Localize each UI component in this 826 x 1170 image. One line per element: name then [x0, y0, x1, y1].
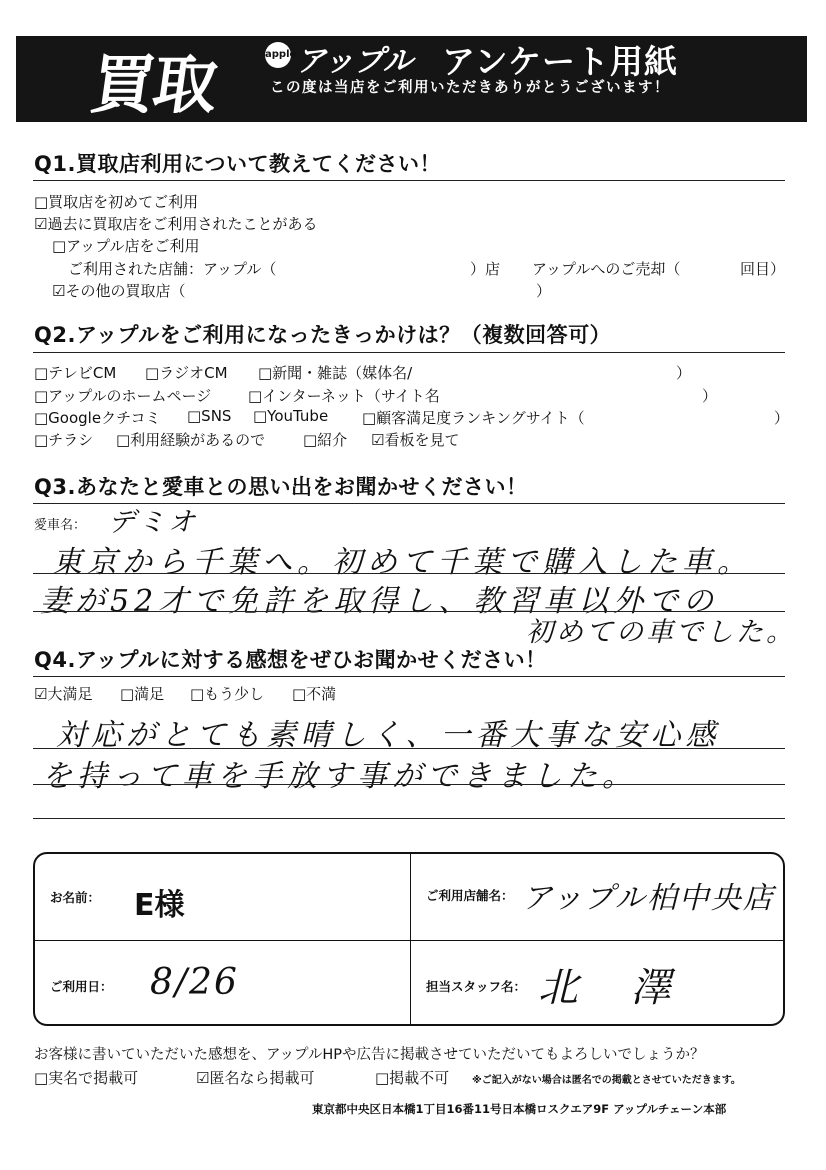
q2-option-radio-cm[interactable]: □ラジオCM [145, 364, 228, 382]
q4-option-bit-more[interactable]: □もう少し [190, 685, 265, 703]
q2-option-referral[interactable]: □紹介 [303, 431, 348, 449]
q2-title: Q2.アップルをご利用になったきっかけは？（複数回答可） [34, 323, 612, 347]
store-value[interactable]: アップル柏中央店 [522, 881, 775, 916]
publish-option-real-name[interactable]: □実名で掲載可 [34, 1069, 139, 1087]
q2-option-ranking-site[interactable]: □顧客満足度ランキングサイト（ [362, 409, 585, 427]
q1-sell-count-label: アップルへのご売却（ [532, 260, 681, 278]
company-address: 東京都中央区日本橋1丁目16番11号日本橋ロスクエア9F アップルチェーン本部 [312, 1102, 727, 1116]
comment-line-1[interactable]: 対応がとても素晴しく、一番大事な安心感 [56, 718, 721, 753]
form-title: アンケート用紙 [442, 42, 679, 81]
q2-rule [33, 352, 785, 353]
q3-title: Q3.あなたと愛車との思い出をお聞かせください！ [34, 475, 528, 499]
date-value[interactable]: 8/26 [150, 962, 239, 1003]
q2-option-google-reviews[interactable]: □Googleクチコミ [34, 409, 161, 427]
q4-title: Q4.アップルに対する感想をぜひお聞かせください！ [34, 648, 547, 672]
publish-note: ※ご記入がない場合は匿名での掲載とさせていただきます。 [472, 1075, 741, 1086]
q1-option-first[interactable]: □買取店を初めてご利用 [34, 193, 199, 211]
header-subtitle: この度は当店をご利用いただきありがとうございます！ [270, 80, 670, 96]
comment-line-2[interactable]: を持って車を手放す事ができました。 [42, 759, 637, 794]
memory-line-3[interactable]: 初めての車でした。 [526, 617, 796, 648]
memory-line-2[interactable]: 妻が52才で免許を取得し、教習車以外での [40, 584, 719, 619]
q4-option-unsatisfied[interactable]: □不満 [292, 685, 337, 703]
q2-option-homepage[interactable]: □アップルのホームページ [34, 387, 212, 405]
memory-line-1[interactable]: 東京から千葉へ。初めて千葉で購入した車。 [52, 545, 752, 580]
q1-other-close: ） [536, 282, 552, 300]
publish-option-anonymous[interactable]: ☑匿名なら掲載可 [196, 1069, 315, 1087]
publish-option-no[interactable]: □掲載不可 [375, 1069, 450, 1087]
q1-option-apple[interactable]: □アップル店をご利用 [52, 237, 200, 255]
info-box-divider-h [35, 940, 783, 941]
q1-store-label: ご利用された店舗：アップル（ [68, 260, 277, 278]
info-box-divider-v [410, 854, 411, 1024]
car-name-label: 愛車名： [34, 518, 87, 533]
apple-logo-icon: apple [265, 42, 291, 68]
store-label: ご利用店舗名： [426, 888, 514, 903]
q2-option-tv-cm[interactable]: □テレビCM [34, 364, 117, 382]
q2-option-flyer[interactable]: □チラシ [34, 431, 94, 449]
q1-option-past[interactable]: ☑過去に買取店をご利用されたことがある [34, 215, 318, 233]
q1-sell-count-suffix: 回目） [740, 260, 786, 278]
q2-option-sns[interactable]: □SNS [187, 407, 232, 425]
car-name-value[interactable]: デミオ [108, 507, 198, 538]
date-label: ご利用日： [50, 979, 113, 994]
q2-option-newspaper[interactable]: □新聞・雑誌（媒体名/ [258, 364, 413, 382]
q2-option-signboard[interactable]: ☑看板を見て [371, 431, 460, 449]
q2-row1-close: ） [676, 364, 692, 382]
q4-option-very-satisfied[interactable]: ☑大満足 [34, 685, 93, 703]
q4-rule [33, 676, 785, 677]
q2-option-internet[interactable]: □インターネット（サイト名 [248, 387, 440, 405]
q1-title: Q1.買取店利用について教えてください！ [34, 152, 442, 176]
q1-store-suffix: ）店 [470, 260, 501, 278]
q2-option-youtube[interactable]: □YouTube [253, 407, 329, 425]
publish-permission-question: お客様に書いていただいた感想を、アップルHPや広告に掲載させていただいてもよろしいでしょうか？ [34, 1047, 705, 1063]
q4-option-satisfied[interactable]: □満足 [120, 685, 165, 703]
name-label: お名前： [50, 890, 101, 905]
header-big-title: 買取 [85, 49, 221, 123]
staff-value[interactable]: 北 澤 [538, 965, 691, 1011]
q2-option-experience[interactable]: □利用経験があるので [116, 431, 266, 449]
q2-row2-close: ） [702, 387, 718, 405]
q1-rule [33, 180, 785, 181]
logo-text: アップル [296, 44, 413, 79]
q2-row3-close: ） [774, 409, 790, 427]
staff-label: 担当スタッフ名： [426, 979, 527, 994]
q1-option-other[interactable]: ☑その他の買取店（ [52, 282, 186, 300]
name-value[interactable]: E様 [134, 888, 185, 923]
